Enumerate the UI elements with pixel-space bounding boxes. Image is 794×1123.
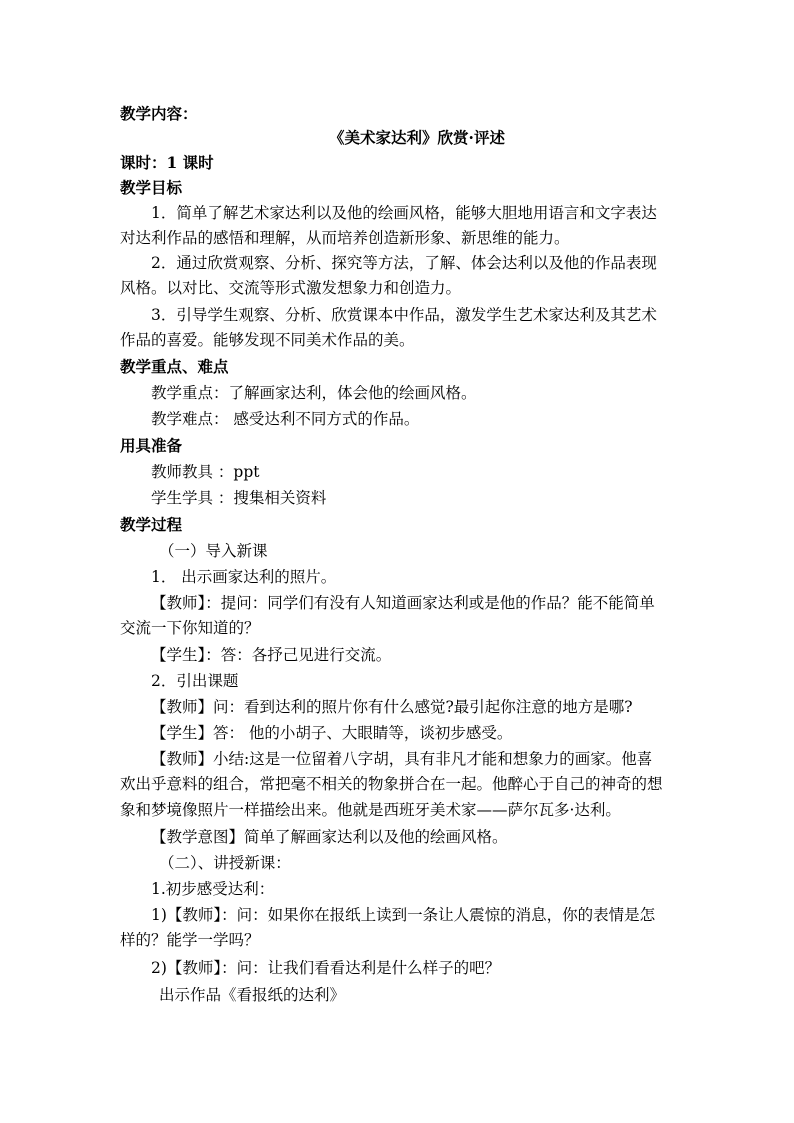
goal-3-line-2: 作品的喜爱。能够发现不同美术作品的美。 [120,331,415,349]
sub-section-1: 1.初步感受达利： [151,880,275,898]
difficulty-text: 教学难点： 感受达利不同方式的作品。 [151,410,420,428]
goal-1-line-1: 1．简单了解艺术家达利以及他的绘画风格，能够大胆地用语言和文字表达 [151,204,657,222]
class-period: 课时：1 课时 [120,153,214,172]
question-1-line-1: 1)【教师】：问：如果你在报纸上读到一条让人震惊的消息，你的表情是怎 [151,906,656,924]
label-teaching-content: 教学内容： [120,104,198,123]
step-2: 2．引出课题 [151,672,239,690]
heading-keypoints: 教学重点、难点 [120,357,229,376]
keypoint-text: 教学重点：了解画家达利，体会他的绘画风格。 [151,384,477,402]
heading-process: 教学过程 [120,515,183,534]
heading-teaching-goals: 教学目标 [120,178,183,197]
part-2-heading: （二）、讲授新课： [159,854,291,872]
question-2: 2)【教师】：问：让我们看看达利是什么样子的吧？ [151,959,501,977]
part-1-heading: （一）导入新课 [159,542,268,560]
student-answer-1: 【学生】：答：各抒己见进行交流。 [151,646,392,664]
step-1: 1． 出示画家达利的照片。 [151,568,337,586]
teacher-question-2: 【教师】问：看到达利的照片你有什么感觉?最引起你注意的地方是哪? [151,698,633,716]
teacher-question-1-line-1: 【教师】：提问：同学们有没有人知道画家达利或是他的作品？能不能简单 [151,594,655,612]
teaching-intent: 【教学意图】简单了解画家达利以及他的绘画风格。 [151,828,508,846]
teacher-tools: 教师教具 ：ppt [151,463,260,481]
heading-tools: 用具准备 [120,436,183,455]
student-tools: 学生学具 ：搜集相关资料 [151,489,327,507]
teacher-summary-line-1: 【教师】小结:这是一位留着八字胡，具有非凡才能和想象力的画家。他喜 [151,750,653,768]
teacher-summary-line-3: 象和梦境像照片一样描绘出来。他就是西班牙美术家——萨尔瓦多·达利。 [120,801,621,819]
teacher-question-1-line-2: 交流一下你知道的？ [120,619,260,637]
question-1-line-2: 样的？能学一学吗？ [120,931,260,949]
student-answer-2: 【学生】答： 他的小胡子、大眼睛等，谈初步感受。 [151,724,513,742]
goal-2-line-2: 风格。以对比、交流等形式激发想象力和创造力。 [120,279,462,297]
goal-1-line-2: 对达利作品的感悟和理解，从而培养创造新形象、新思维的能力。 [120,229,570,247]
goal-3-line-1: 3．引导学生观察、分析、欣赏课本中作品，激发学生艺术家达利及其艺术 [151,306,657,324]
teacher-summary-line-2: 欢出乎意料的组合，常把毫不相关的物象拼合在一起。他醉心于自己的神奇的想 [120,775,663,793]
show-artwork: 出示作品《看报纸的达利》 [159,986,346,1004]
goal-2-line-1: 2．通过欣赏观察、分析、探究等方法，了解、体会达利以及他的作品表现 [151,254,657,272]
document-title: 《美术家达利》欣赏·评述 [329,128,505,147]
